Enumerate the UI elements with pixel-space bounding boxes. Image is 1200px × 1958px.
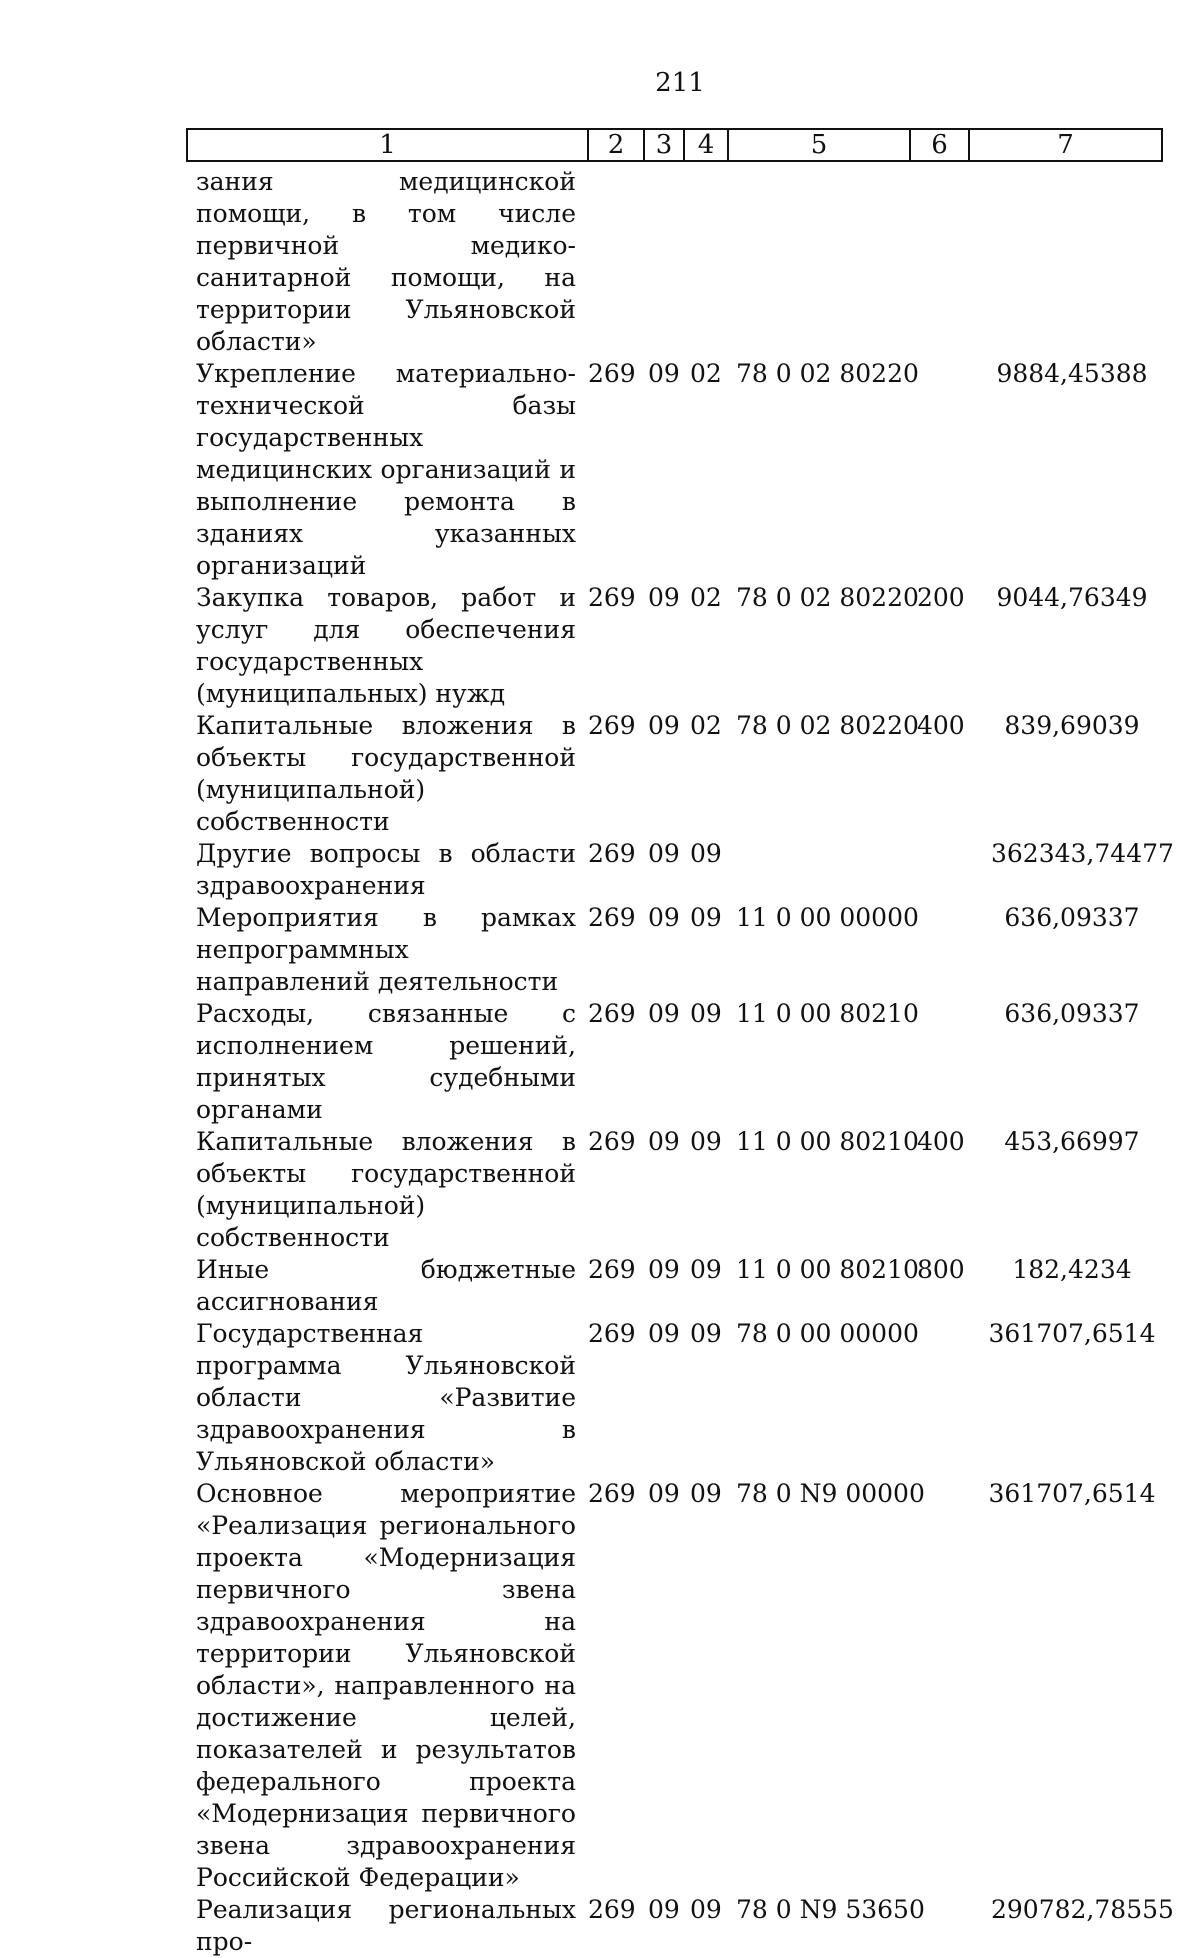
row-col-3: 09 xyxy=(648,359,680,388)
row-col-3: 09 xyxy=(648,999,680,1028)
row-col-2: 269 xyxy=(588,1895,636,1924)
row-amount: 290782,78555 xyxy=(991,1895,1174,1924)
row-description: Капитальные вложения в объекты государственной (муниципальной) собственности xyxy=(196,1127,576,1252)
row-col-6: 400 xyxy=(917,711,965,740)
row-description: Иные бюджетные ассигнования xyxy=(196,1255,576,1316)
row-col-2: 269 xyxy=(588,1479,636,1508)
row-col-2: 269 xyxy=(588,359,636,388)
row-amount: 9044,76349 xyxy=(996,583,1148,612)
table-header xyxy=(186,128,1163,162)
header-col-7: 7 xyxy=(1057,130,1074,160)
row-description: Укрепление материально-технической базы государственных медицинских организаций и выполнение ремонта в зданиях указанных организаций xyxy=(196,359,576,580)
row-col-2: 269 xyxy=(588,1127,636,1156)
row-col-5: 11 0 00 80210 xyxy=(736,999,919,1028)
header-col-3: 3 xyxy=(645,130,685,160)
row-col-3: 09 xyxy=(648,1895,680,1924)
table-row xyxy=(196,1478,1196,1894)
row-col-5: 78 0 02 80220 xyxy=(736,359,919,388)
row-col-2: 269 xyxy=(588,711,636,740)
table-row xyxy=(196,1318,1196,1478)
row-col-3: 09 xyxy=(648,903,680,932)
row-description: Основное мероприятие «Реализация регионального проекта «Модернизация первичного звена здравоохранения на территории Ульяновской области», направленного на достижение целей, показателей и результатов федерального проекта «Модернизация первичного звена здравоохранения Российской Федерации» xyxy=(196,1479,576,1892)
row-col-2: 269 xyxy=(588,999,636,1028)
row-amount: 9884,45388 xyxy=(996,359,1148,388)
row-description: Капитальные вложения в объекты государственной (муниципальной) собственности xyxy=(196,711,576,836)
row-col-5: 11 0 00 80210 xyxy=(736,1255,919,1284)
table-row xyxy=(196,1894,1196,1958)
table-body xyxy=(196,166,1196,1958)
header-col-5: 5 xyxy=(729,130,911,160)
row-col-3: 09 xyxy=(648,583,680,612)
row-col-4: 02 xyxy=(690,359,722,388)
row-col-5: 78 0 02 80220 xyxy=(736,711,919,740)
row-col-3: 09 xyxy=(648,711,680,740)
row-col-3: 09 xyxy=(648,1127,680,1156)
row-col-3: 09 xyxy=(648,839,680,868)
table-row xyxy=(196,902,1196,998)
row-col-2: 269 xyxy=(588,903,636,932)
row-col-4: 02 xyxy=(690,583,722,612)
row-description: Закупка товаров, работ и услуг для обеспечения государственных (муниципальных) нужд xyxy=(196,583,576,708)
row-amount: 636,09337 xyxy=(1004,903,1140,932)
row-amount: 839,69039 xyxy=(1004,711,1140,740)
table-row xyxy=(196,998,1196,1126)
row-description: Государственная программа Ульяновской области «Развитие здравоохранения в Ульяновской области» xyxy=(196,1319,576,1476)
table-row xyxy=(196,582,1196,710)
row-description: Другие вопросы в области здравоохранения xyxy=(196,839,576,900)
row-col-6: 400 xyxy=(917,1127,965,1156)
header-col-2: 2 xyxy=(589,130,645,160)
row-col-2: 269 xyxy=(588,583,636,612)
row-description: зания медицинской помощи, в том числе первичной медико-санитарной помощи, на территории Ульяновской области» xyxy=(196,167,576,356)
page-number: 211 xyxy=(655,68,705,98)
row-col-5: 11 0 00 00000 xyxy=(736,903,919,932)
header-col-1: 1 xyxy=(188,130,589,160)
row-amount: 182,4234 xyxy=(1012,1255,1132,1284)
row-col-3: 09 xyxy=(648,1479,680,1508)
row-col-4: 09 xyxy=(690,1479,722,1508)
row-col-6: 200 xyxy=(917,583,965,612)
table-row xyxy=(196,166,1196,358)
row-description: Реализация региональных про- xyxy=(196,1895,576,1956)
row-col-3: 09 xyxy=(648,1319,680,1348)
header-col-6: 6 xyxy=(911,130,970,160)
table-row xyxy=(196,710,1196,838)
row-col-4: 09 xyxy=(690,999,722,1028)
row-col-2: 269 xyxy=(588,1319,636,1348)
row-col-4: 02 xyxy=(690,711,722,740)
row-col-4: 09 xyxy=(690,903,722,932)
row-col-6: 800 xyxy=(917,1255,965,1284)
row-amount: 453,66997 xyxy=(1004,1127,1140,1156)
row-col-5: 78 0 02 80220 xyxy=(736,583,919,612)
table-row xyxy=(196,358,1196,582)
row-col-4: 09 xyxy=(690,1127,722,1156)
row-col-2: 269 xyxy=(588,839,636,868)
row-col-5: 78 0 N9 53650 xyxy=(736,1895,925,1924)
table-row xyxy=(196,1126,1196,1254)
table-row xyxy=(196,1254,1196,1318)
header-col-4: 4 xyxy=(685,130,729,160)
row-amount: 636,09337 xyxy=(1004,999,1140,1028)
row-description: Мероприятия в рамках непрограммных направлений деятельности xyxy=(196,903,576,996)
row-amount: 362343,74477 xyxy=(991,839,1174,868)
row-col-5: 78 0 00 00000 xyxy=(736,1319,919,1348)
row-col-4: 09 xyxy=(690,839,722,868)
row-col-4: 09 xyxy=(690,1255,722,1284)
row-amount: 361707,6514 xyxy=(988,1479,1156,1508)
row-col-4: 09 xyxy=(690,1319,722,1348)
row-col-5: 78 0 N9 00000 xyxy=(736,1479,925,1508)
row-col-3: 09 xyxy=(648,1255,680,1284)
table-row xyxy=(196,838,1196,902)
row-amount: 361707,6514 xyxy=(988,1319,1156,1348)
row-col-5: 11 0 00 80210 xyxy=(736,1127,919,1156)
row-col-4: 09 xyxy=(690,1895,722,1924)
row-col-2: 269 xyxy=(588,1255,636,1284)
row-description: Расходы, связанные с исполнением решений, принятых судебными органами xyxy=(196,999,576,1124)
